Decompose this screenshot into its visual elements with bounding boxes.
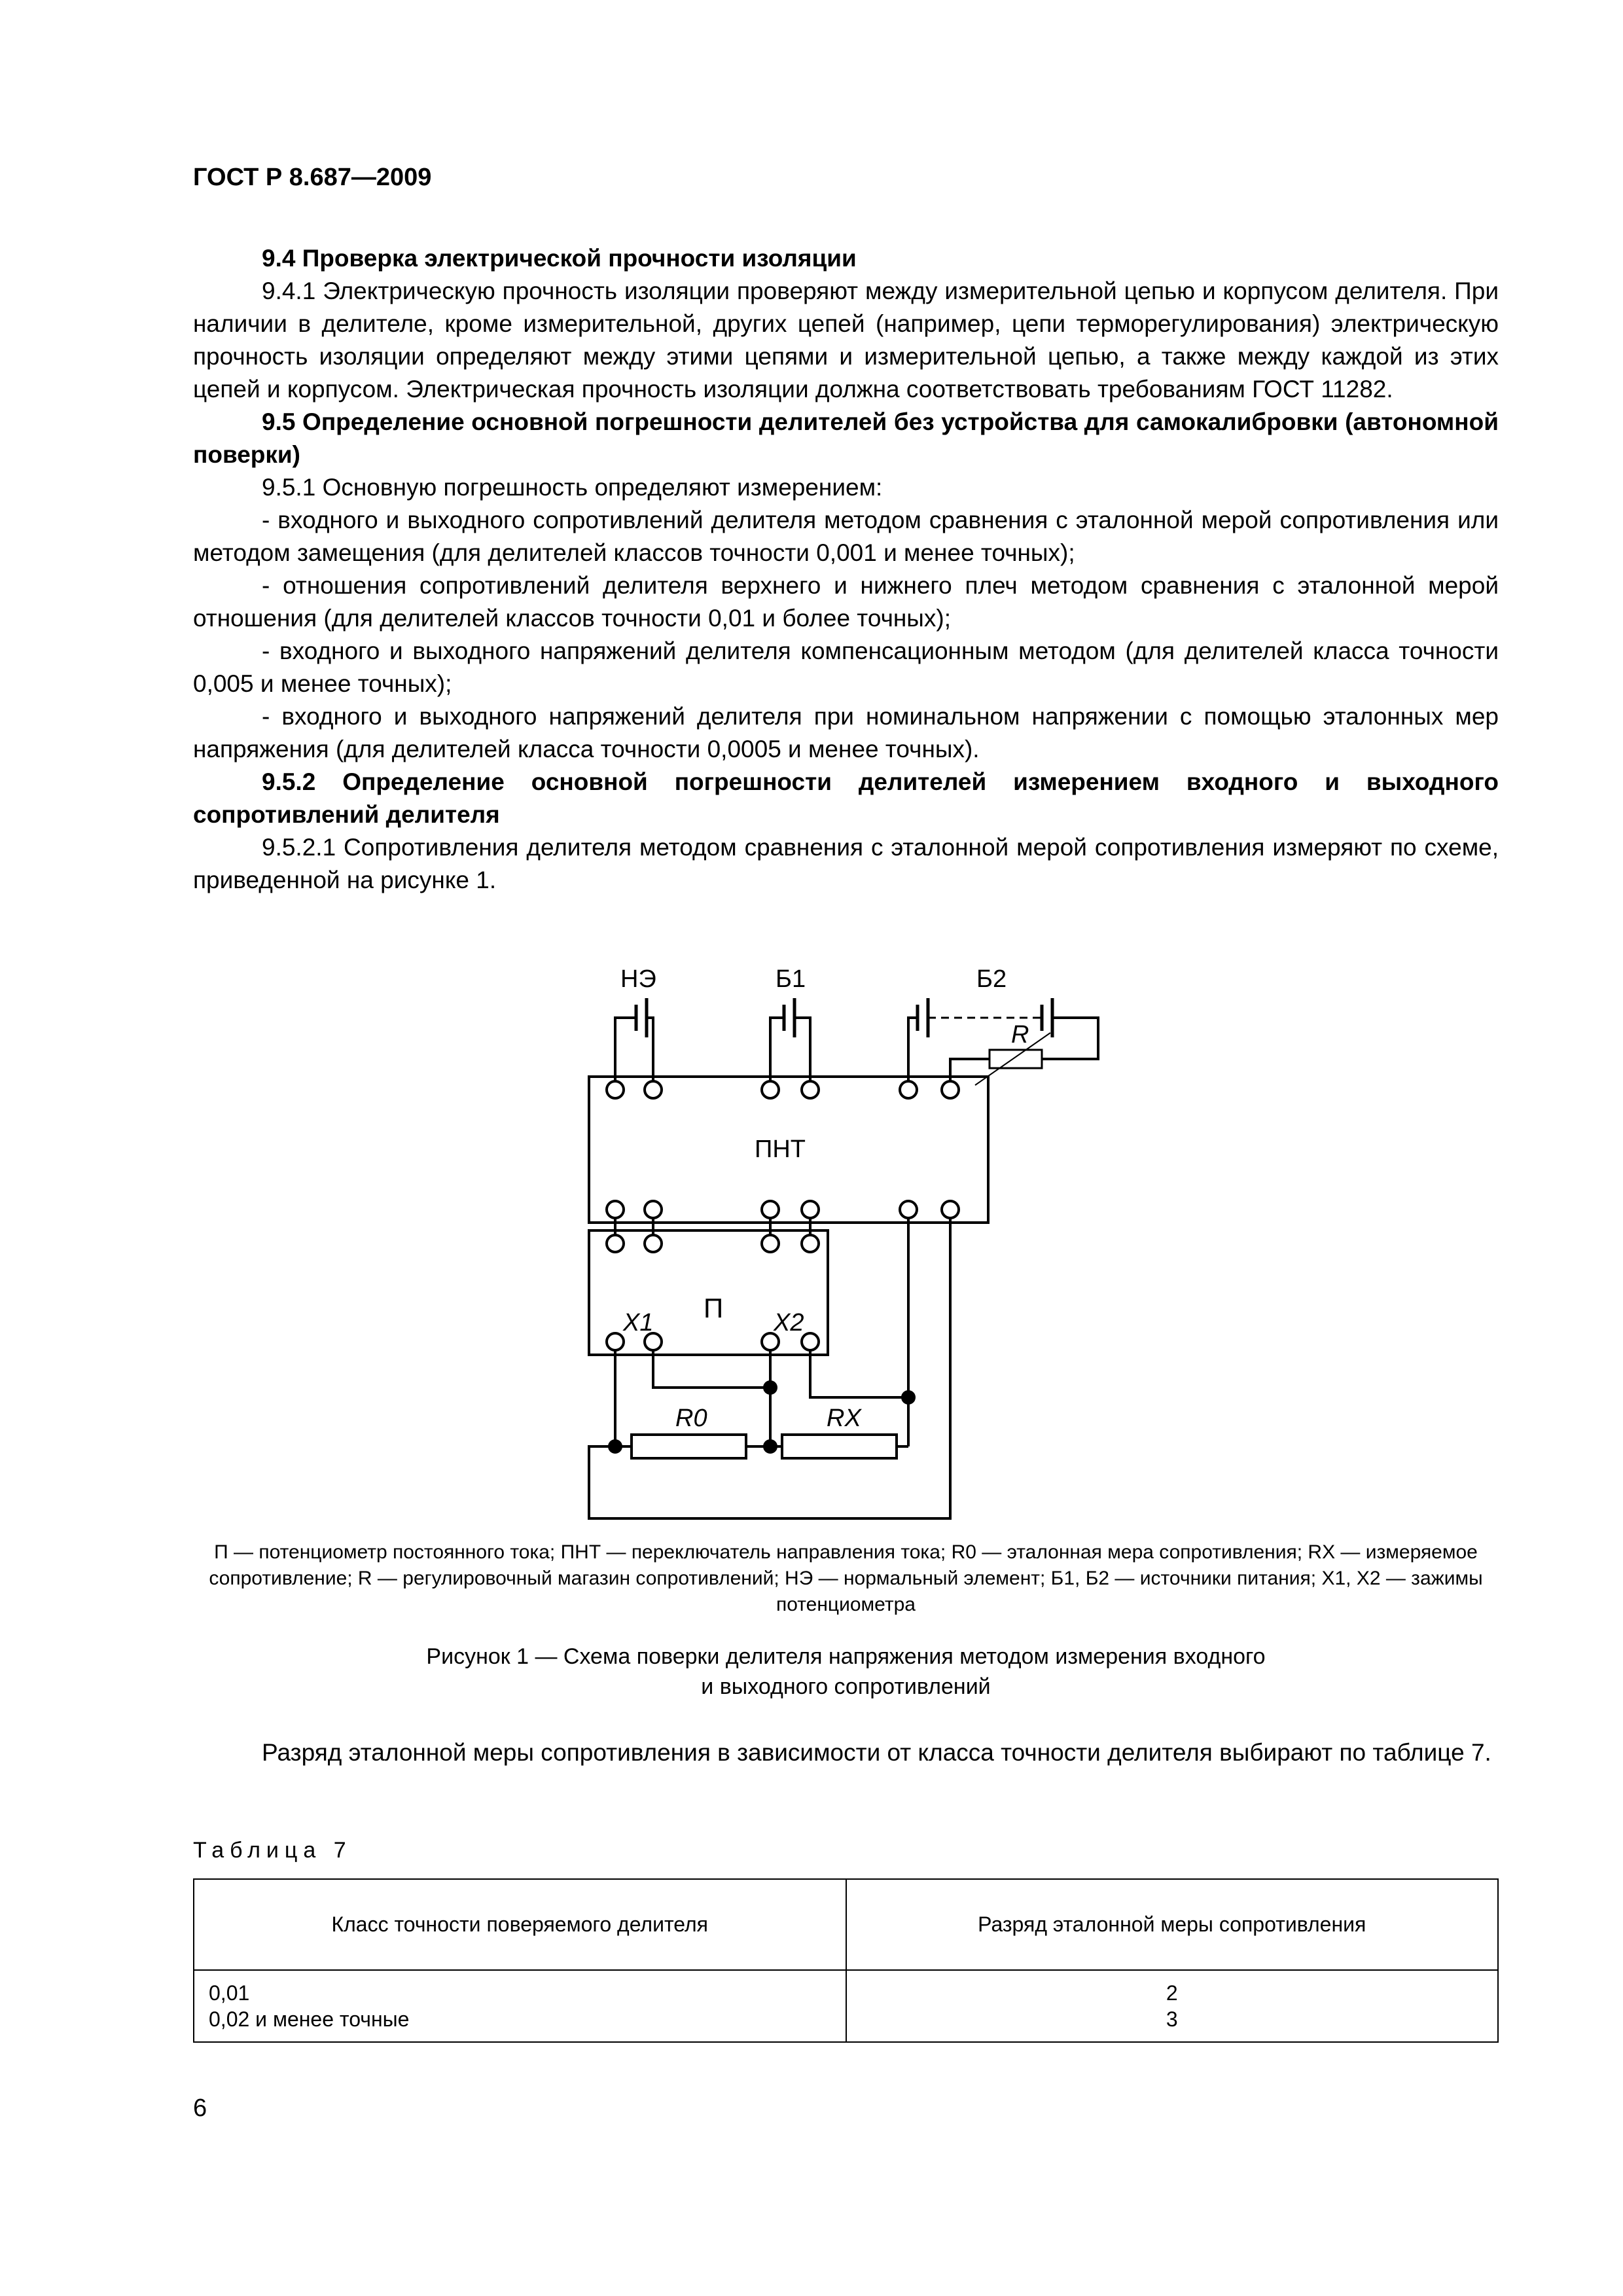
section-9-5-1-text: 9.5.1 Основную погрешность определяют измерением: (262, 474, 883, 501)
pnt-label: ПНТ (755, 1136, 806, 1163)
caption-line: и выходного сопротивлений (701, 1674, 991, 1699)
table-row (194, 1970, 1498, 2042)
x1-label: X1 (623, 1309, 654, 1336)
list-item: - входного и выходного напряжений делителя компенсационным методом (для делителей класса точности 0,005 и менее точных); (193, 637, 1499, 697)
circuit-drawing (576, 956, 1126, 1532)
table-7 (193, 1878, 1499, 2043)
cell-value: 3 (1166, 2007, 1178, 2031)
section-9-5-heading: 9.5 Определение основной погрешности делителей без устройства для самокалибровки (автономной поверки) (193, 408, 1499, 468)
r-label: R (1011, 1021, 1029, 1049)
section-9-5-2-heading: 9.5.2 Определение основной погрешности делителей измерением входного и выходного сопротивлений делителя (193, 768, 1499, 828)
list-item: - входного и выходного сопротивлений делителя методом сравнения с эталонной мерой сопротивления или методом замещения (для делителей классов точности 0,001 и менее точных); (193, 507, 1499, 566)
table-cell (194, 1970, 846, 2042)
standard-header: ГОСТ Р 8.687—2009 (193, 164, 432, 191)
section-9-4-heading: 9.4 Проверка электрической прочности изоляции (262, 245, 857, 272)
section-9-5-2-1-text: 9.5.2.1 Сопротивления делителя методом сравнения с эталонной мерой сопротивления измеряют по схеме, приведенной на рисунке 1. (193, 834, 1499, 893)
circuit-diagram (576, 956, 1126, 1532)
b2-label: Б2 (976, 965, 1007, 993)
ne-label: НЭ (620, 965, 656, 993)
cell-value: 0,02 и менее точные (209, 2007, 410, 2031)
table-caption: Таблица 7 (193, 1838, 352, 1863)
caption-line: Рисунок 1 — Схема поверки делителя напряжения методом измерения входного (426, 1644, 1266, 1669)
table-cell (846, 1970, 1499, 2042)
figure-legend: П — потенциометр постоянного тока; ПНТ — переключатель направления тока; R0 — эталонная мера сопротивления; RX — измеряемое сопротивление; R — регулировочный магазин сопротивлений; НЭ — нормальный элемент; Б1, Б2 — источники питания; X1, X2 — зажимы потенциометра (209, 1541, 1483, 1615)
r0-label: R0 (675, 1405, 707, 1432)
cell-value: 2 (1166, 1981, 1178, 2005)
table-header-cell: Класс точности поверяемого делителя (194, 1879, 846, 1970)
figure-caption (193, 1641, 1499, 1702)
body-text (193, 242, 1499, 897)
cell-value: 0,01 (209, 1981, 250, 2005)
x2-label: X2 (774, 1309, 804, 1336)
section-9-4-1-text: 9.4.1 Электрическую прочность изоляции проверяют между измерительной цепью и корпусом делителя. При наличии в делителе, кроме измерительной, других цепей (например, цепи терморегулирования) электрическую прочность изоляции определяют между этими цепями и измерительной цепью, а также между каждой из этих цепей и корпусом. Электрическая прочность изоляции должна соответствовать требованиям ГОСТ 11282. (193, 278, 1499, 403)
page-number: 6 (193, 2094, 207, 2122)
list-item: - входного и выходного напряжений делителя при номинальном напряжении с помощью эталонных мер напряжения (для делителей класса точности 0,0005 и менее точных). (193, 703, 1499, 762)
rx-label: RX (827, 1405, 861, 1432)
p-label: П (704, 1293, 724, 1323)
b1-label: Б1 (776, 965, 806, 993)
list-item: - отношения сопротивлений делителя верхнего и нижнего плеч методом сравнения с эталонной мерой отношения (для делителей классов точности 0,01 и более точных); (193, 572, 1499, 632)
table-header-cell: Разряд эталонной меры сопротивления (846, 1879, 1499, 1970)
table-header-row (194, 1879, 1498, 1970)
paragraph: Разряд эталонной меры сопротивления в зависимости от класса точности делителя выбирают по таблице 7. (262, 1739, 1491, 1766)
